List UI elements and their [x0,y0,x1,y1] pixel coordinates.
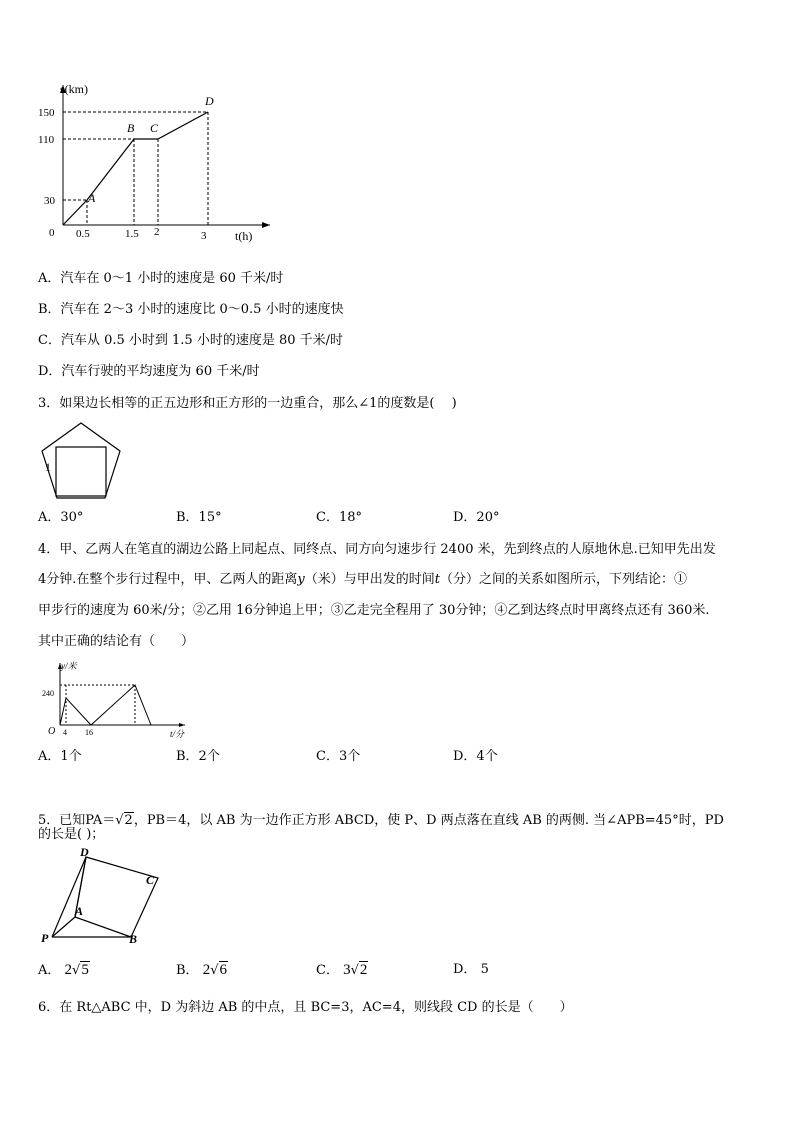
origin-label: 0 [49,227,55,239]
q2-option-d: D．汽车行驶的平均速度为 60 千米/时 [38,364,260,379]
x-tick-3: 3 [201,230,207,242]
distance-graph-q4 [38,660,188,740]
y-tick-110: 110 [38,134,55,146]
point-a-label: A [88,191,96,205]
square-abcd-figure [38,842,168,950]
q5-option-a-sqrt: √5 [72,962,89,978]
q5-pa-radicand: 2 [124,813,133,828]
q3-option-d: D．20° [453,510,500,525]
q2-option-b: B．汽车在 2～3 小时的速度比 0～0.5 小时的速度快 [38,302,344,317]
pentagon-square-figure [38,418,128,504]
q4-graph-y-tick-240: 240 [42,689,54,698]
q2-option-c: C．汽车从 0.5 小时到 1.5 小时的速度是 80 千米/时 [38,333,344,348]
q5-option-a: A． 2√5 [38,960,90,981]
q4-var-y: y [297,572,305,587]
q5-label-c: C [146,873,155,887]
x-tick-0.5: 0.5 [76,228,90,240]
q5-pa-sqrt: √2 [115,813,133,828]
q5-option-b-sqrt: √6 [210,962,227,978]
q4-line2-a: 4分钟.在整个步行过程中，甲、乙两人的距离 [38,572,298,587]
q5-pa-lhs: PA＝ [85,813,116,828]
q4-line2-c: （分）之间的关系如图所示，下列结论：① [440,572,688,587]
q5-prefix: 5．已知 [38,813,86,828]
y-tick-150: 150 [38,107,55,119]
point-c-label: C [150,121,159,135]
q5-line1 [38,811,724,831]
x-tick-2: 2 [154,226,160,238]
q5-option-d: D． 5 [453,962,489,977]
q4-graph-x-tick-16: 16 [85,728,93,737]
q5-option-c: C． 3√2 [316,960,368,981]
distance-time-graph [30,80,270,245]
q5-mid: ，PB＝4，以 AB 为一边作正方形 ABCD，使 P、D 两点落在直线 AB 的两侧. 当∠APB=45°时，PD [133,813,724,828]
q2-option-a: A．汽车在 0～1 小时的速度是 60 千米/时 [38,271,284,286]
q5-label-p: P [41,931,49,945]
q4-option-a: A．1个 [38,749,82,764]
q3-option-b: B．15° [176,510,222,525]
q3-option-c: C．18° [316,510,362,525]
q3-stem: 3．如果边长相等的正五边形和正方形的一边重合，那么∠1的度数是( ) [38,396,457,411]
q4-var-t: t [434,572,441,587]
q5-label-a: A [75,904,84,918]
q4-line3: 甲步行的速度为 60米/分；②乙用 16分钟追上甲；③乙走完全程用了 30分钟；④乙到达终点时甲离终点还有 360米. [38,603,710,618]
y-axis-label: s(km) [60,82,88,96]
angle-1-label: 1 [45,460,51,474]
q4-option-b: B．2个 [176,749,220,764]
point-d-label: D [205,94,214,108]
q4-option-d: D．4个 [453,749,498,764]
q4-graph-origin: O [48,726,56,737]
q5-option-c-sqrt: √2 [350,962,368,978]
y-tick-30: 30 [44,195,55,207]
q5-option-b: B． 2√6 [176,960,228,981]
q4-graph-x-label: t/分 [170,729,185,739]
q4-graph-x-tick-4: 4 [63,728,67,737]
q4-line2 [38,570,687,590]
q4-option-c: C．3个 [316,749,361,764]
point-b-label: B [127,121,135,135]
q5-label-b: B [129,932,138,946]
q5-label-d: D [80,845,89,859]
q6-stem: 6．在 Rt△ABC 中，D 为斜边 AB 的中点，且 BC=3，AC=4，则线段 CD 的长是（ ） [38,1000,573,1015]
x-tick-1.5: 1.5 [125,228,139,240]
q4-line4: 其中正确的结论有（ ） [38,634,195,649]
q4-line1: 4．甲、乙两人在笔直的湖边公路上同起点、同终点、同方向匀速步行 2400 米，先到终点的人原地休息.已知甲先出发 [38,542,716,557]
q3-option-a: A．30° [38,510,84,525]
x-axis-label: t(h) [235,229,253,243]
q5-line2: 的长是( )； [38,827,105,842]
q4-graph-y-label: y/米 [61,661,77,671]
q4-line2-b: （米）与甲出发的时间 [304,572,435,587]
